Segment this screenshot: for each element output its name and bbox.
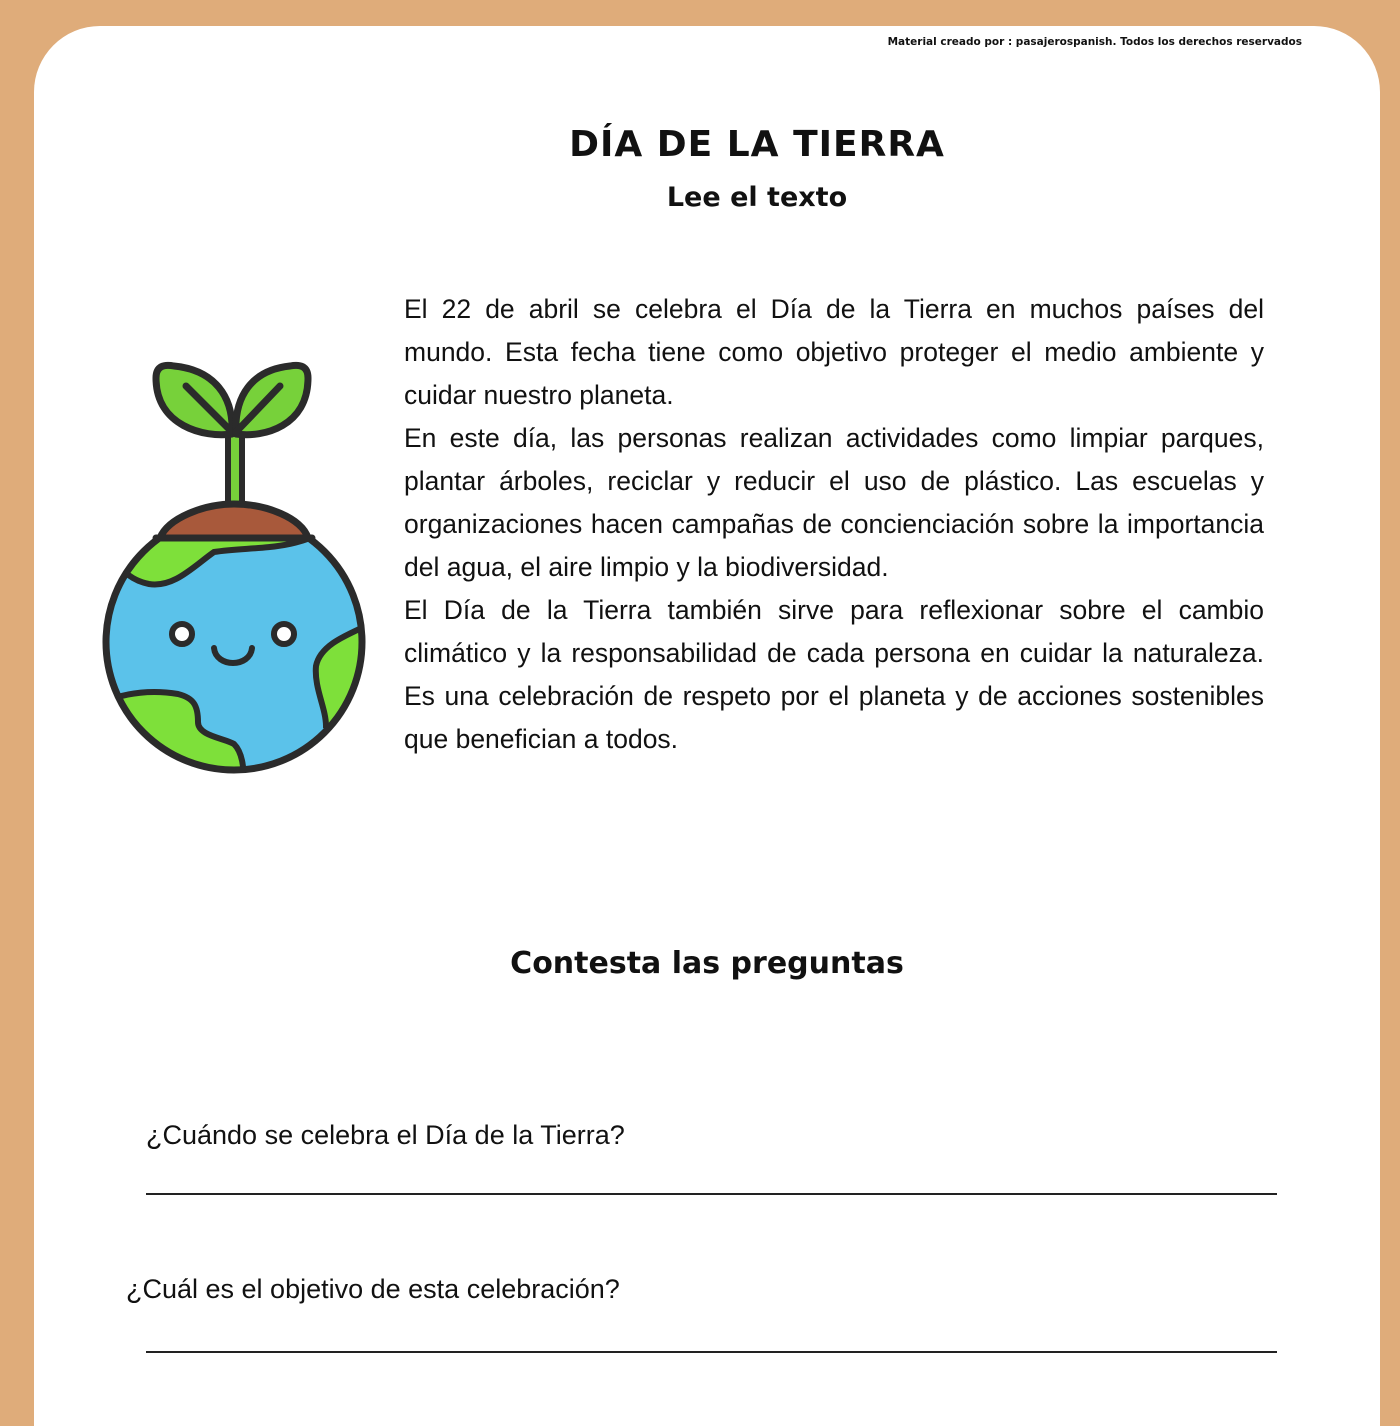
- question-2: ¿Cuál es el objetivo de esta celebración?: [126, 1274, 620, 1304]
- questions-title: Contesta las preguntas: [510, 946, 904, 981]
- answer-line-2[interactable]: [146, 1351, 1277, 1353]
- reading-text: [404, 288, 1264, 761]
- left-eye: [172, 624, 192, 644]
- page-subtitle: Lee el texto: [666, 182, 848, 213]
- worksheet-page: [34, 26, 1380, 1426]
- reading-paragraph-2: En este día, las personas realizan actividades como limpiar parques, plantar árboles, reciclar y reducir el uso de plástico. Las escuelas y organizaciones hacen campañas de concienciación sobre la importancia del agua, el aire limpio y la biodiversidad.: [404, 423, 1264, 582]
- copyright-credit: Material creado por : pasajerospanish. Todos los derechos reservados: [887, 36, 1302, 48]
- reading-paragraph-3: El Día de la Tierra también sirve para reflexionar sobre el cambio climático y la responsabilidad de cada persona en cuidar la naturaleza. Es una celebración de respeto por el planeta y de acciones sostenibles que benefician a todos.: [404, 595, 1264, 754]
- right-eye: [274, 624, 294, 644]
- page-title: DÍA DE LA TIERRA: [569, 124, 945, 165]
- answer-line-1[interactable]: [146, 1193, 1277, 1195]
- question-1: ¿Cuándo se celebra el Día de la Tierra?: [146, 1120, 625, 1150]
- reading-paragraph-1: El 22 de abril se celebra el Día de la Tierra en muchos países del mundo. Esta fecha tiene como objetivo proteger el medio ambiente y cuidar nuestro planeta.: [404, 294, 1264, 410]
- earth-sprout-icon: [94, 326, 374, 786]
- soil-mound: [160, 504, 308, 538]
